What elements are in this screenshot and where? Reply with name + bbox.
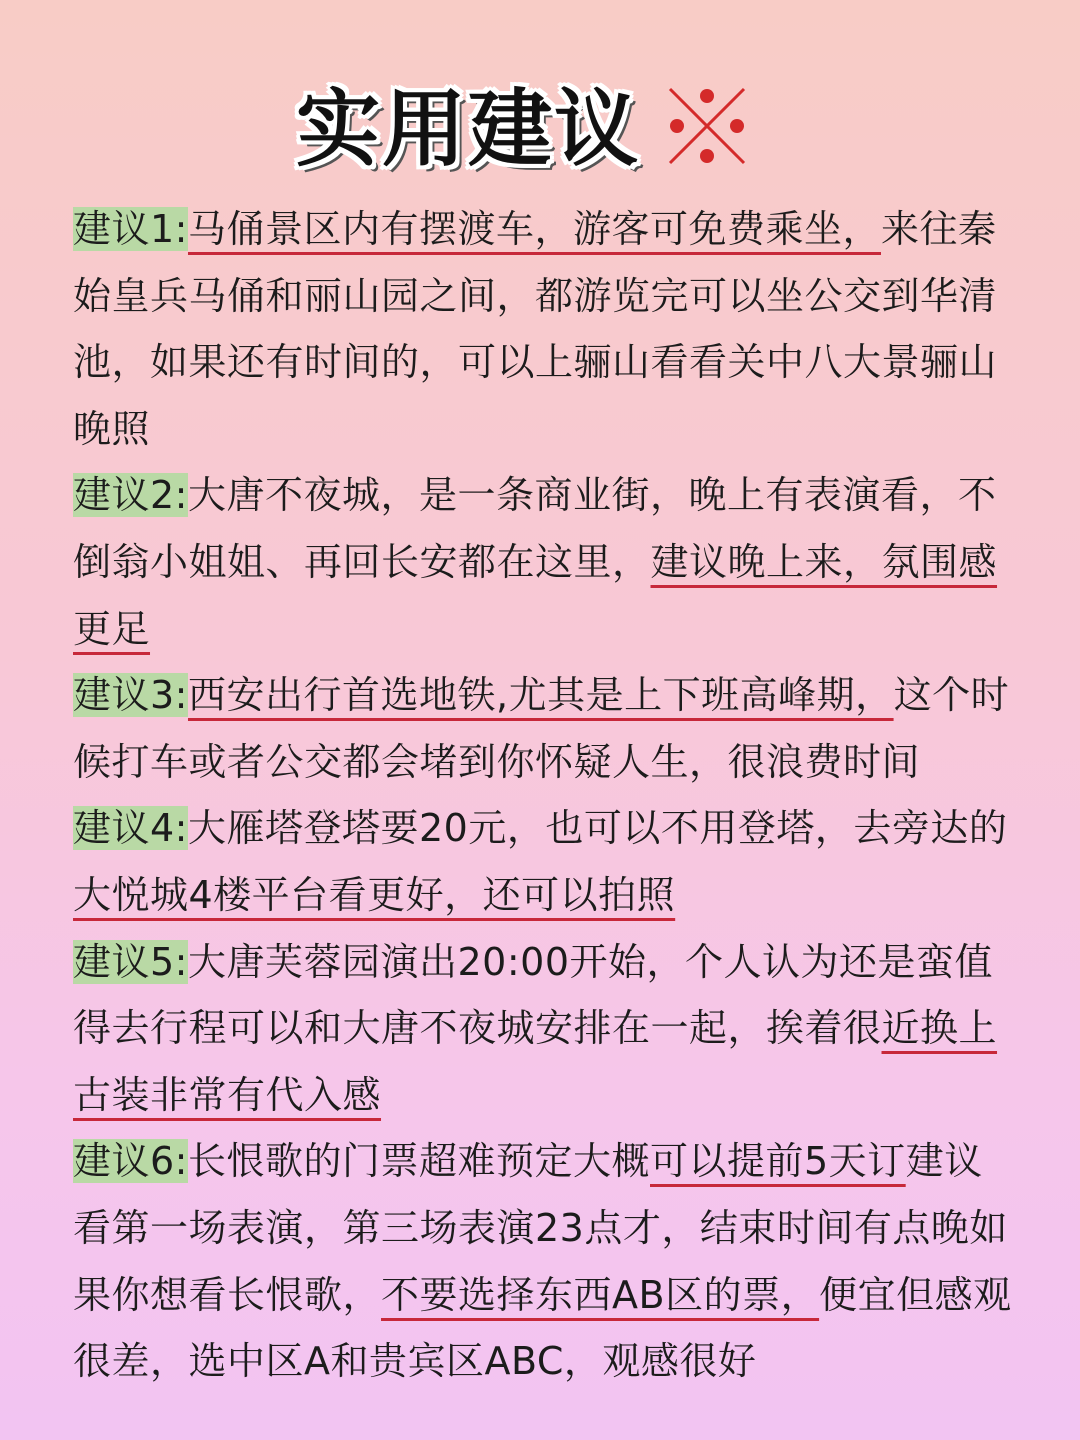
tip-text: 大唐不夜城，是一条商业街，晚上有表演看，不倒翁小姐姐、再回长安都在这里， — [73, 473, 997, 584]
tip-label: 建议6: — [73, 1139, 188, 1184]
tip-text: 长恨歌的门票超难预定大概 — [187, 1139, 650, 1184]
tip-text: 这个时候打车或者公交都会堵到你怀疑人生，很浪费时间 — [73, 673, 1010, 784]
underlined-text: 大悦城4楼平台看更好，还可以拍照 — [73, 872, 676, 917]
tip-text: 大唐芙蓉园演出20:00开始，个人认为还是蛮值得去行程可以和大唐不夜城安排在一起，挨着很 — [73, 939, 993, 1051]
tip-label: 建议4: — [73, 806, 188, 851]
tip-text: 便宜但感观很差，选中区A和贵宾区ABC，观感很好 — [73, 1272, 1012, 1384]
tip-label: 建议3: — [73, 673, 188, 718]
tip-label: 建议5: — [73, 939, 188, 984]
tips-list — [73, 196, 1013, 1395]
header — [0, 62, 1080, 182]
underlined-text: 可以提前5天订 — [650, 1139, 906, 1184]
tip-label: 建议2: — [73, 473, 188, 518]
underlined-text: 不要选择东西AB区的票， — [381, 1272, 820, 1317]
tip-item — [73, 795, 1013, 928]
tip-text: 来往秦始皇兵马俑和丽山园之间，都游览完可以坐公交到华清池，如果还有时间的，可以上骊山看看关中八大景骊山晚照 — [73, 207, 998, 451]
underlined-text: 马俑景区内有摆渡车，游客可免费乘坐， — [187, 207, 881, 251]
red-x-dots-icon — [664, 83, 750, 169]
underlined-text: 建议晚上来，氛围感更足 — [73, 539, 998, 651]
tip-item — [73, 1128, 1013, 1394]
tip-text: 大雁塔登塔要20元，也可以不用登塔，去旁达的 — [187, 806, 1008, 851]
tip-item — [73, 662, 1013, 795]
tip-item — [73, 929, 1013, 1129]
tip-text: 建议看第一场表演，第三场表演23点才，结束时间有点晚如果你想看长恨歌， — [73, 1139, 1008, 1317]
underlined-text: 西安出行首选地铁,尤其是上下班高峰期， — [187, 673, 894, 718]
tip-item — [73, 462, 1013, 662]
page-title: 实用建议 — [295, 79, 640, 178]
underlined-text: 近换上古装非常有代入感 — [73, 1006, 998, 1117]
tip-item — [73, 196, 1013, 462]
tip-label: 建议1: — [73, 207, 188, 251]
